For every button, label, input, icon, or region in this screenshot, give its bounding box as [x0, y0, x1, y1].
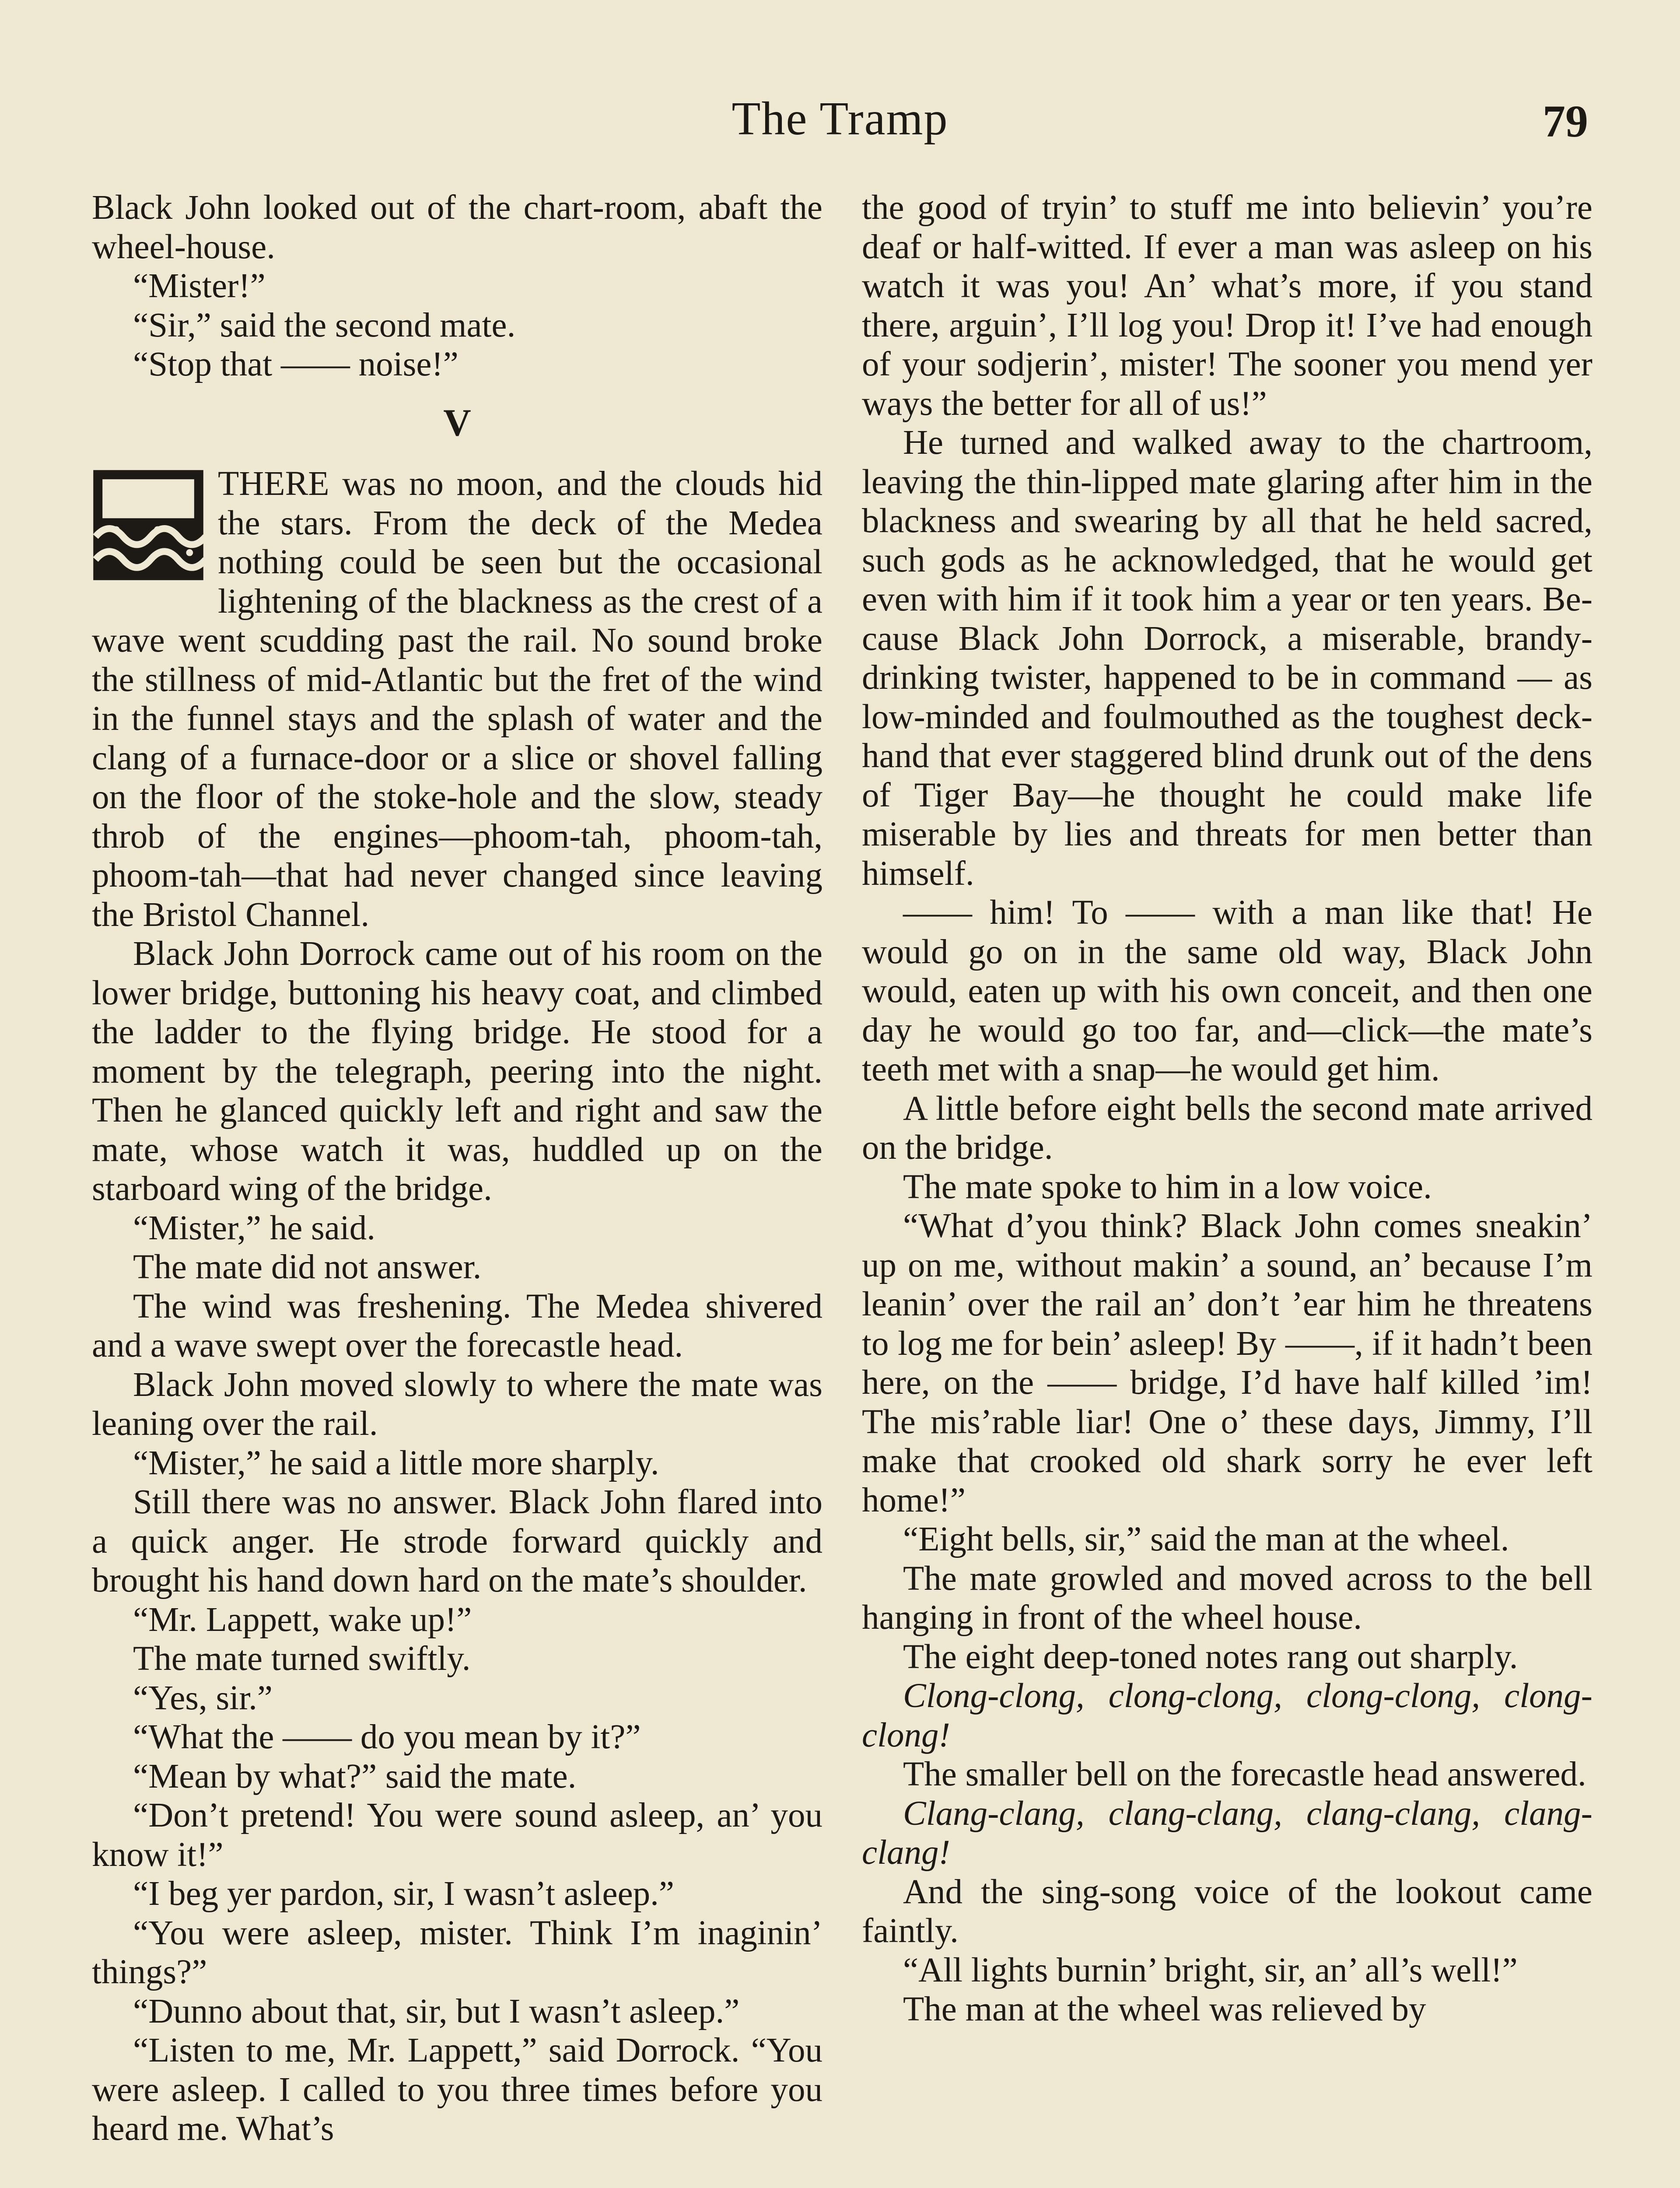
paragraph: The wind was freshening. The Medea shivered and a wave swept over the forecastle head. [92, 1287, 822, 1364]
paragraph: “Listen to me, Mr. Lappett,” said Dorrock. “You were asleep. I called to you three times before you heard me. What’s [92, 2031, 822, 2148]
paragraph: Black John Dorrock came out of his room on the lower bridge, buttoning his heavy coat, and climbed the ladder to the flying bridge. He stood for a moment by the telegraph, peering into the night. Then he glanced quickly left and right and saw the mate, whose watch it was, huddled up on the starboard wing of the bridge. [92, 935, 822, 1208]
paragraph: And the sing-song voice of the lookout came faintly. [862, 1872, 1592, 1950]
bell-sounds: Clang-clang, clang-clang, clang-clang, clang-clang! [862, 1794, 1592, 1872]
paragraph: “Mr. Lappett, wake up!” [133, 1600, 472, 1639]
paragraph: “Mister,” he said. [133, 1209, 376, 1247]
right-column [862, 188, 1592, 2029]
paragraph: The mate spoke to him in a low voice. [903, 1168, 1432, 1206]
running-title: The Tramp [732, 93, 948, 145]
bell-sounds: Clong-clong, clong-clong, clong-clong, clong-clong! [862, 1677, 1592, 1754]
paragraph: “What the —— do you mean by it?” [133, 1718, 641, 1756]
paragraph: The mate did not answer. [133, 1248, 482, 1286]
paragraph: Black John looked out of the chart-room, abaft the wheel-house. [92, 189, 822, 266]
left-column [92, 188, 822, 2149]
paragraph: “Eight bells, sir,” said the man at the wheel. [903, 1520, 1509, 1558]
paragraph: “Yes, sir.” [133, 1679, 273, 1717]
paragraph: “Sir,” said the second mate. [133, 306, 516, 344]
drop-cap-text: THERE was no moon, and the clouds hid the stars. From the deck of the Medea nothing could be seen but the occasional lightening of the blackness as the crest of a wave went scudding past the rail. No sound broke the stillness of mid-Atlantic but the fret of the wind in the funnel stays and the splash of water and the clang of a furnace-door or a slice or shovel falling on the floor of the stoke-hole and the slow, steady throb of the engines—phoom-tah, phoom-tah, phoom-tah—that had never changed since leaving the Bristol Channel. [92, 465, 822, 934]
paragraph: The man at the wheel was relieved by [903, 1990, 1426, 2028]
paragraph: A little before eight bells the second mate arrived on the bridge. [862, 1089, 1592, 1167]
section-number: V [443, 401, 471, 444]
paragraph: “I beg yer pardon, sir, I wasn’t asleep.” [133, 1875, 674, 1913]
drop-cap-paragraph [92, 464, 822, 934]
paragraph: —— him! To —— with a man like that! He would go on in the same old way, Black John would, eaten up with his own conceit, and then one day he would go too far, and—click—the mate’s teeth met with a snap—he would get him. [862, 894, 1592, 1088]
paragraph: Still there was no answer. Black John flared into a quick anger. He strode forward quickly and brought his hand down hard on the mate’s shoulder. [92, 1483, 822, 1599]
paragraph: “Don’t pretend! You were sound asleep, an’ you know it!” [92, 1796, 822, 1874]
paragraph: The smaller bell on the forecastle head answered. [903, 1755, 1586, 1793]
paragraph: The mate turned swiftly. [133, 1640, 471, 1678]
paragraph: Black John moved slowly to where the mate was leaning over the rail. [92, 1365, 822, 1443]
paragraph: “What d’you think? Black John comes sneakin’ up on me, without makin’ a sound, an’ because I’m leanin’ over the rail an’ don’t ’ear him he threatens to log me for bein’ asleep! By ——, if it hadn’t been here, on the —— bridge, I’d have half killed ’im! The mis’rable liar! One o’ these days, Jimmy, I’ll make that crooked old shark sorry he ever left home!” [862, 1207, 1592, 1519]
paragraph: “Mister,” he said a little more sharply. [133, 1444, 659, 1482]
paragraph: The eight deep-toned notes rang out sharply. [903, 1637, 1518, 1676]
paragraph: “You were asleep, mister. Think I’m inaginin’ things?” [92, 1914, 822, 1991]
paragraph: “All lights burnin’ bright, sir, an’ all’s well!” [903, 1951, 1518, 1989]
paragraph: “Stop that —— noise!” [133, 345, 458, 383]
paragraph: “Mister!” [133, 267, 266, 305]
paragraph: He turned and walked away to the chartroom, leaving the thin-lipped mate glaring after him in the blackness and swearing by all that he held sacred, such gods as he acknowledged, that he would get even with him if it took him a year or ten years. Because Black John Dorrock, a miserable, brandy-drinking twister, happened to be in command — as low-minded and foulmouthed as the toughest deck-hand that ever staggered blind drunk out of the dens of Tiger Bay—he thought he could make life miserable by lies and threats for men better than himself. [862, 424, 1592, 893]
wave-drop-cap-icon [91, 468, 206, 582]
paragraph: The mate growled and moved across to the bell hanging in front of the wheel house. [862, 1559, 1592, 1637]
paragraph: “Mean by what?” said the mate. [133, 1757, 577, 1795]
paragraph: “Dunno about that, sir, but I wasn’t asleep.” [133, 1992, 740, 2030]
page-number: 79 [1543, 96, 1588, 147]
paragraph: the good of tryin’ to stuff me into believin’ you’re deaf or half-witted. If ever a man was asleep on his watch it was you! An’ what’s more, if you stand there, arguin’, I’ll log you! Drop it! I’ve had enough of your sodjerin’, mister! The sooner you mend yer ways the better for all of us!” [862, 189, 1592, 423]
